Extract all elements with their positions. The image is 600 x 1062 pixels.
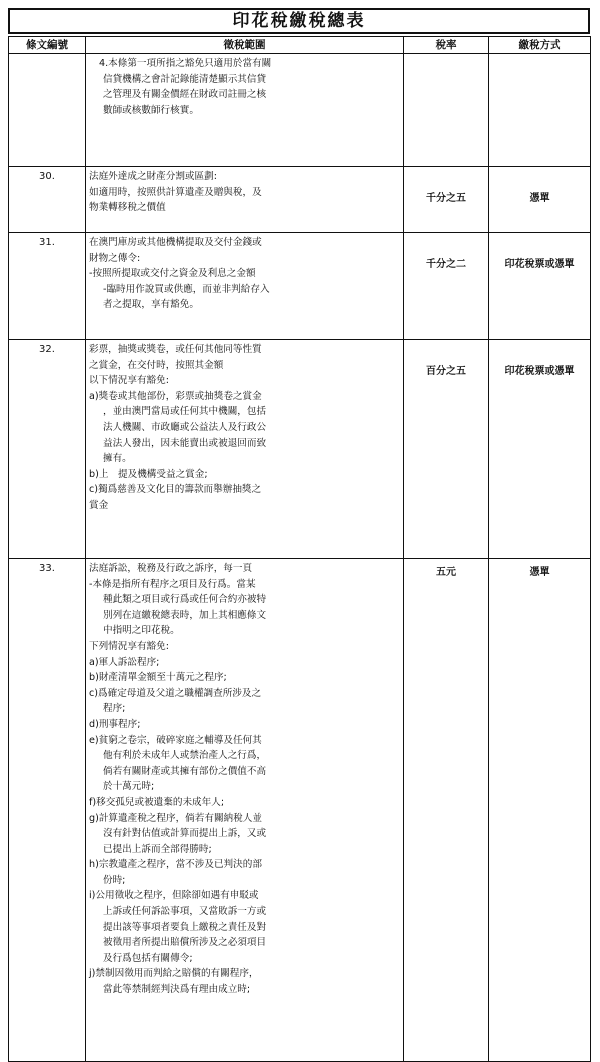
article-number: 31. — [9, 233, 86, 340]
article-number — [9, 54, 86, 167]
description-line: 於十萬元時; — [103, 781, 155, 793]
page-title: 印花稅繳稅總表 — [8, 8, 590, 34]
description-line: 物業轉移稅之價值 — [89, 202, 166, 214]
description-line: 法庭外達成之財產分割或區劃: — [89, 171, 217, 182]
description-line: 沒有針對估值或計算而提出上訴，又或 — [103, 828, 267, 840]
description-line: 擁有。 — [103, 453, 132, 465]
description-line: e)貧窮之卷宗，破碎家庭之輔導及任何其 — [89, 734, 262, 746]
description-line: 被徵用者所提出賠償所涉及之必須項目 — [103, 937, 267, 949]
tax-rate: 千分之二 — [404, 233, 489, 340]
tax-scope-description — [86, 559, 404, 1062]
table-row — [9, 559, 591, 1062]
tax-scope-description — [86, 54, 404, 167]
description-line: 種此類之項目或行爲或任何合約亦被特 — [103, 594, 267, 606]
header-article: 條文編號 — [9, 37, 86, 54]
payment-method: 憑單 — [489, 559, 591, 1062]
description-line: b)上 提及機構受益之賞金; — [89, 468, 208, 480]
description-line: 提出該等事項者要負上繳稅之責任及對 — [103, 921, 267, 933]
description-line: ，並由澳門當局或任何其中機關，包括 — [103, 406, 267, 418]
payment-method: 憑單 — [489, 167, 591, 233]
payment-method: 印花稅票或憑單 — [489, 233, 591, 340]
description-line: 及行爲包括有關傳令; — [103, 952, 193, 964]
description-line: 中指明之印花稅。 — [103, 625, 180, 637]
description-line: 者之提取，享有豁免。 — [103, 299, 199, 311]
description-line: -本條是指所有程序之項目及行爲。當某 — [89, 578, 256, 590]
description-line: 益法人發出，因未能賣出或被退回而致 — [103, 437, 267, 449]
table-row — [9, 167, 591, 233]
description-line: 之管理及有關金價經在財政司註冊之核 — [103, 89, 267, 101]
article-number: 30. — [9, 167, 86, 233]
description-line: a)軍人訴訟程序; — [89, 656, 160, 668]
description-line: 上訴或任何訴訟事項，又當敗訴一方或 — [103, 906, 267, 918]
description-line: 他有利於未成年人或禁治產人之行爲， — [103, 750, 267, 762]
tax-rate — [404, 54, 489, 167]
article-number: 33. — [9, 559, 86, 1062]
description-line: 別列在這繳稅總表時，加上其相應條文 — [103, 609, 267, 621]
description-line: 當此等禁制經判決爲有理由成立時; — [103, 984, 251, 996]
description-line: 信貸機構之會計記錄能清楚顯示其信貸 — [103, 73, 267, 85]
table-row — [9, 340, 591, 559]
description-line: 以下情況享有豁免: — [89, 375, 169, 387]
description-line: 4.本條第一項所指之豁免只適用於當有關 — [99, 58, 272, 69]
tax-scope-description — [86, 233, 404, 340]
tax-scope-description — [86, 167, 404, 233]
tax-rate: 五元 — [404, 559, 489, 1062]
tax-rate: 百分之五 — [404, 340, 489, 559]
description-line: 法庭訴訟，稅務及行政之訴序，每一頁 — [89, 563, 253, 574]
payment-method: 印花稅票或憑單 — [489, 340, 591, 559]
tax-rate: 千分之五 — [404, 167, 489, 233]
tax-scope-description — [86, 340, 404, 559]
description-line: 程序; — [103, 703, 126, 715]
description-line: 財物之傳令: — [89, 252, 141, 264]
description-line: d)刑事程序; — [89, 718, 141, 730]
article-number: 32. — [9, 340, 86, 559]
payment-method — [489, 54, 591, 167]
header-rate: 稅率 — [404, 37, 489, 54]
header-items: 徵稅範圍 — [86, 37, 404, 54]
tax-table — [8, 36, 591, 1062]
description-line: 已提出上訴而全部得勝時; — [103, 843, 212, 855]
description-line: j)禁制因徵用而判給之賠償的有關程序， — [89, 968, 259, 980]
description-line: 之賞金，在交付時，按照其金額 — [89, 359, 224, 371]
description-line: 下列情況享有豁免: — [89, 640, 169, 652]
description-line: 倘若有關財產或其擁有部份之價值不高 — [103, 765, 267, 777]
description-line: 彩票，抽獎或獎卷，或任何其他同等性質 — [89, 344, 262, 355]
description-line: c)獨爲慈善及文化目的籌款而舉辦抽獎之 — [89, 484, 262, 496]
table-header-row — [9, 37, 591, 54]
description-line: 份時; — [103, 874, 126, 886]
description-line: 賞金 — [89, 499, 109, 511]
table-row — [9, 233, 591, 340]
description-line: i)公用徵收之程序，但除卻如遇有申駁或 — [89, 890, 259, 902]
description-line: a)獎卷或其他部份，彩票或抽獎卷之賞金 — [89, 390, 262, 402]
description-line: 在澳門庫房或其他機構提取及交付金錢或 — [89, 237, 262, 248]
description-line: h)宗教遺產之程序，當不涉及已判決的部 — [89, 859, 262, 871]
description-line: 數師或核數師行核實。 — [103, 104, 199, 116]
table-row — [9, 54, 591, 167]
description-line: g)計算遺產稅之程序，倘若有關納稅人並 — [89, 812, 262, 824]
description-line: -按照所提取或交付之資金及利息之金額 — [89, 268, 256, 280]
description-line: 如適用時，按照供計算遺產及贈與稅，及 — [89, 186, 262, 198]
description-line: -臨時用作說買或供應，而並非判給存入 — [103, 283, 270, 295]
description-line: b)財產清單金額至十萬元之程序; — [89, 672, 227, 684]
header-method: 繳稅方式 — [489, 37, 591, 54]
description-line: c)爲確定母道及父道之職權調查所涉及之 — [89, 687, 262, 699]
description-line: 法人機關、市政廳或公益法人及行政公 — [103, 421, 267, 433]
description-line: f)移交孤兒或被遺棄的未成年人; — [89, 796, 225, 808]
